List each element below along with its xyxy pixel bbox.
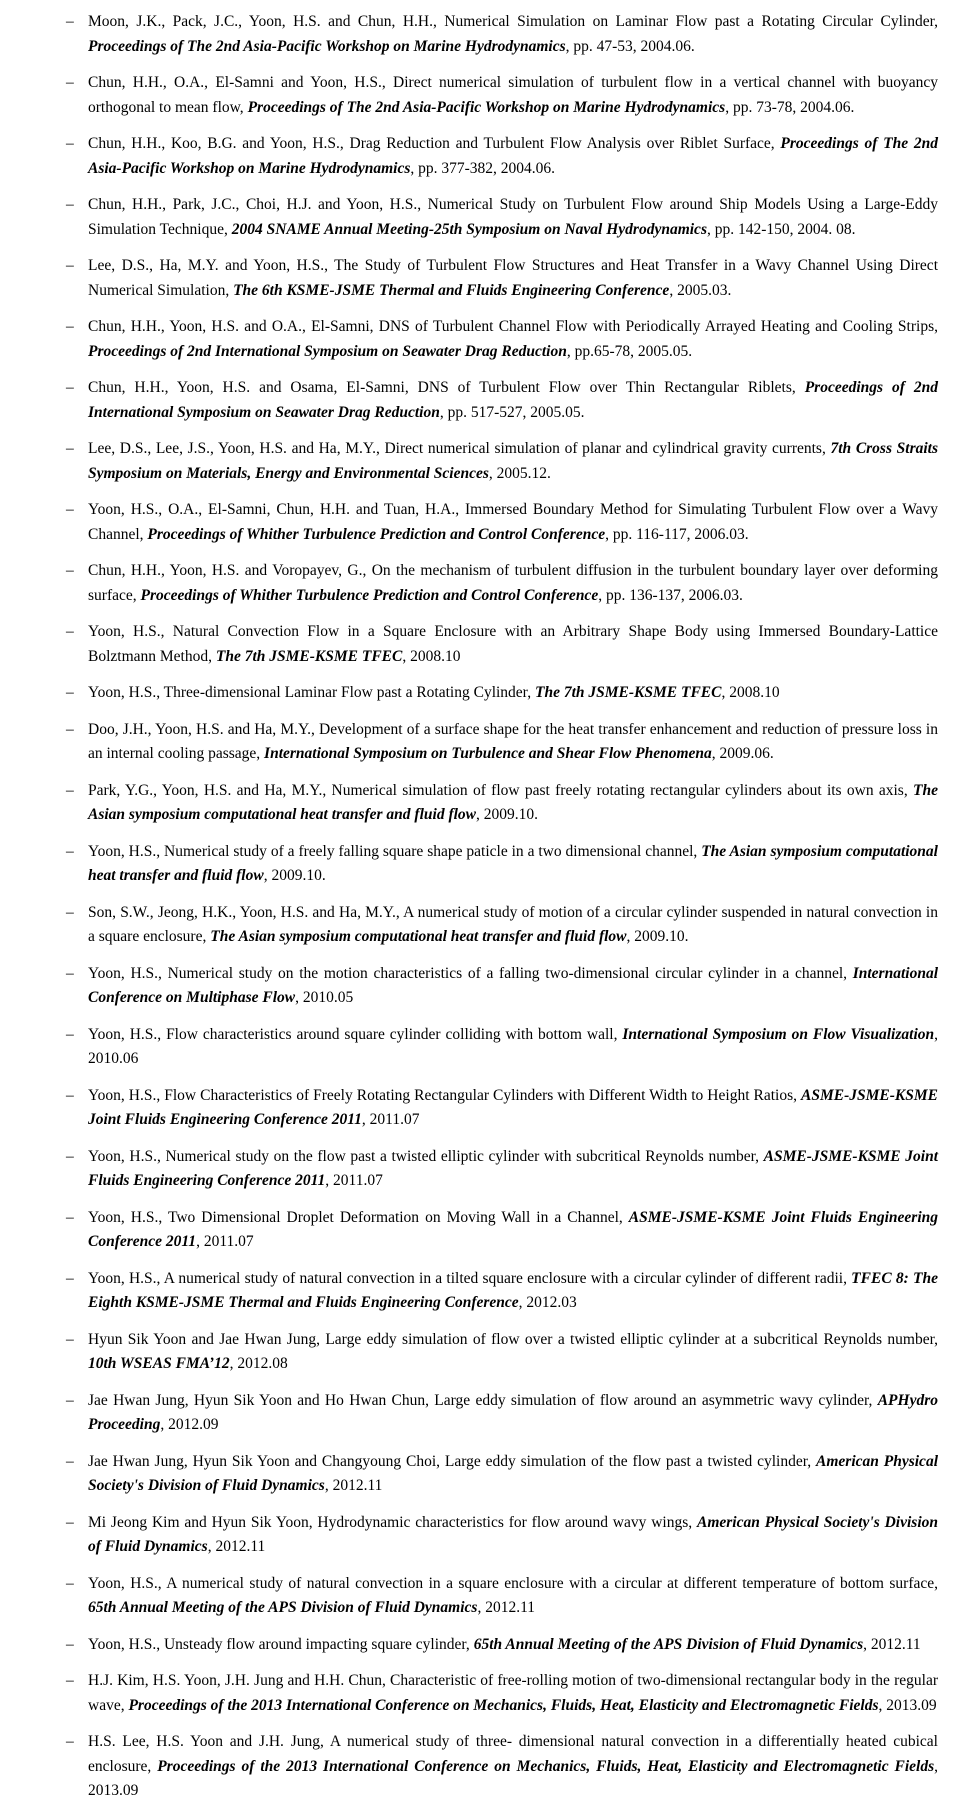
citation-venue: The Asian symposium computational heat transfer and fluid flow [88, 842, 938, 884]
citation-authors-title: Yoon, H.S., A numerical study of natural convection in a square enclosure with a circular at different temperature of bottom surface, [88, 1574, 938, 1592]
citation-venue: International Symposium on Flow Visualization [622, 1025, 935, 1043]
citation-authors-title: Hyun Sik Yoon and Jae Hwan Jung, Large eddy simulation of flow over a twisted elliptic cylinder at a subcritical Reynolds number, [88, 1330, 938, 1348]
citation-pages-date: , 2005.03. [669, 281, 732, 299]
citation-authors-title: Yoon, H.S., Flow Characteristics of Freely Rotating Rectangular Cylinders with Different Width to Height Ratios, [88, 1086, 802, 1104]
citation-pages-date: , 2013.09 [88, 1757, 939, 1799]
dash-bullet-icon: – [66, 903, 74, 921]
dash-bullet-icon: – [66, 440, 74, 457]
publication-item [66, 1450, 938, 1499]
citation-venue: Proceedings of The 2nd Asia-Pacific Workshop on Marine Hydrodynamics [247, 98, 726, 116]
citation-pages-date: , 2011.07 [361, 1111, 420, 1128]
citation-pages-date: , 2009.06. [711, 745, 774, 762]
dash-bullet-icon: – [66, 13, 74, 30]
citation-authors-title: Park, Y.G., Yoon, H.S. and Ha, M.Y., Numerical simulation of flow past freely rotating rectangular cylinders about its own axis, [88, 781, 914, 799]
publication-item [66, 71, 938, 120]
publication-item [66, 1572, 938, 1621]
citation-pages-date: , pp. 116-117, 2006.03. [605, 525, 749, 543]
citation-authors-title: H.J. Kim, H.S. Yoon, J.H. Jung and H.H. Chun, Characteristic of free-rolling motion of two-dimensional rectangular body in the regular wave, [88, 1672, 938, 1714]
publication-item [66, 559, 938, 608]
citation-venue: 65th Annual Meeting of the APS Division of Fluid Dynamics [88, 1599, 478, 1616]
dash-bullet-icon: – [66, 74, 74, 91]
citation-authors-title: Yoon, H.S., Three-dimensional Laminar Flow past a Rotating Cylinder, [88, 684, 535, 701]
citation-venue: Proceedings of the 2013 International Conference on Mechanics, Fluids, Heat, Elasticity and Electromagnetic Fields [128, 1696, 879, 1714]
citation-pages-date: , pp. 73-78, 2004.06. [725, 98, 855, 116]
publication-item [66, 1669, 938, 1718]
dash-bullet-icon: – [66, 964, 74, 982]
citation-pages-date: , 2012.11 [477, 1599, 535, 1616]
citation-venue: ASME-JSME-KSME Joint Fluids Engineering Conference 2011 [88, 1208, 938, 1250]
citation-venue: The Asian symposium computational heat transfer and fluid flow [88, 781, 938, 823]
publication-item [66, 1730, 939, 1804]
citation-authors-title: Chun, H.H., Yoon, H.S. and Voropayev, G., On the mechanism of turbulent diffusion in the turbulent boundary layer over deforming surface, [88, 562, 938, 604]
citation-authors-title: Yoon, H.S., Numerical study on the flow past a twisted elliptic cylinder with subcritical Reynolds number, [88, 1147, 764, 1165]
citation-venue: APHydro Proceeding [88, 1391, 938, 1433]
publication-item [66, 718, 938, 767]
citation-authors-title: Son, S.W., Jeong, H.K., Yoon, H.S. and Ha, M.Y., A numerical study of motion of a circular cylinder suspended in natural convection in a square enclosure, [88, 903, 938, 945]
dash-bullet-icon: – [66, 135, 74, 152]
dash-bullet-icon: – [66, 318, 74, 335]
publication-item [66, 840, 938, 889]
citation-pages-date: , pp. 517-527, 2005.05. [439, 403, 585, 421]
publication-item [66, 193, 938, 242]
citation-pages-date: , 2012.09 [160, 1416, 219, 1433]
dash-bullet-icon: – [66, 1513, 74, 1531]
dash-bullet-icon: – [66, 720, 74, 738]
dash-bullet-icon: – [66, 1391, 74, 1409]
citation-pages-date: , pp.65-78, 2005.05. [566, 342, 693, 360]
citation-venue: Proceedings of The 2nd Asia-Pacific Workshop on Marine Hydrodynamics [88, 37, 566, 55]
publication-item [66, 132, 938, 181]
dash-bullet-icon: – [66, 1147, 74, 1165]
dash-bullet-icon: – [66, 1635, 74, 1653]
citation-authors-title: Jae Hwan Jung, Hyun Sik Yoon and Changyoung Choi, Large eddy simulation of the flow past a twisted cylinder, [88, 1452, 817, 1470]
citation-venue: 7th Cross Straits Symposium on Materials, Energy and Environmental Sciences [88, 440, 939, 482]
citation-authors-title: Yoon, H.S., Numerical study on the motion characteristics of a falling two-dimensional circular cylinder in a channel, [88, 964, 853, 982]
dash-bullet-icon: – [66, 1025, 74, 1043]
citation-authors-title: Yoon, H.S., Two Dimensional Droplet Deformation on Moving Wall in a Channel, [88, 1208, 629, 1226]
citation-pages-date: , pp. 47-53, 2004.06. [565, 37, 695, 55]
citation-pages-date: , 2009.10. [476, 806, 538, 823]
citation-authors-title: Yoon, H.S., Natural Convection Flow in a Square Enclosure with an Arbitrary Shape Body using Immersed Boundary-Lattice Bolztmann Method, [88, 623, 938, 665]
citation-authors-title: Chun, H.H., O.A., El-Samni and Yoon, H.S., Direct numerical simulation of turbulent flow in a vertical channel with buoyancy orthogonal to mean flow, [88, 74, 938, 116]
dash-bullet-icon: – [66, 1269, 74, 1287]
publication-item [66, 10, 938, 59]
dash-bullet-icon: – [66, 1208, 74, 1226]
citation-venue: Proceedings of Whither Turbulence Prediction and Control Conference [140, 586, 599, 604]
publication-item [66, 779, 938, 828]
citation-pages-date: , 2012.08 [229, 1355, 288, 1372]
dash-bullet-icon: – [66, 623, 74, 640]
citation-pages-date: , 2012.11 [324, 1477, 383, 1494]
citation-pages-date: , pp. 136-137, 2006.03. [598, 586, 743, 604]
publication-item [66, 315, 938, 364]
dash-bullet-icon: – [66, 1733, 74, 1750]
publication-item [66, 498, 938, 547]
citation-venue: American Physical Society's Division of Fluid Dynamics [88, 1513, 939, 1555]
citation-authors-title: Lee, D.S., Ha, M.Y. and Yoon, H.S., The Study of Turbulent Flow Structures and Heat Transfer in a Wavy Channel Using Direct Numerical Simulation, [88, 257, 938, 299]
citation-pages-date: , 2010.06 [88, 1025, 938, 1067]
citation-venue: The 6th KSME-JSME Thermal and Fluids Engineering Conference [233, 281, 670, 299]
publication-item [66, 681, 938, 706]
dash-bullet-icon: – [66, 684, 74, 701]
citation-venue: Proceedings of Whither Turbulence Prediction and Control Conference [147, 525, 606, 543]
citation-authors-title: Chun, H.H., Park, J.C., Choi, H.J. and Yoon, H.S., Numerical Study on Turbulent Flow around Ship Models Using a Large-Eddy Simulation Technique, [88, 196, 938, 238]
publication-item [66, 1084, 938, 1133]
dash-bullet-icon: – [66, 196, 74, 213]
citation-pages-date: , 2011.07 [325, 1172, 383, 1189]
citation-venue: 2004 SNAME Annual Meeting-25th Symposium on Naval Hydrodynamics [231, 220, 707, 238]
citation-venue: TFEC 8: The Eighth KSME-JSME Thermal and Fluids Engineering Conference [88, 1269, 938, 1311]
citation-venue: International Symposium on Turbulence and Shear Flow Phenomena [264, 745, 712, 762]
citation-pages-date: , 2012.03 [518, 1294, 577, 1311]
dash-bullet-icon: – [66, 257, 74, 274]
citation-venue: Proceedings of 2nd International Symposium on Seawater Drag Reduction [88, 379, 938, 421]
citation-authors-title: Chun, H.H., Yoon, H.S. and Osama, El-Samni, DNS of Turbulent Flow over Thin Rectangular Riblets, [88, 379, 805, 396]
citation-authors-title: Yoon, H.S., Flow characteristics around square cylinder colliding with bottom wall, [88, 1025, 623, 1043]
citation-authors-title: Mi Jeong Kim and Hyun Sik Yoon, Hydrodynamic characteristics for flow around wavy wings, [88, 1513, 697, 1531]
dash-bullet-icon: – [66, 501, 74, 518]
citation-pages-date: , 2013.09 [878, 1696, 937, 1714]
citation-pages-date: , 2009.10. [263, 867, 326, 884]
citation-venue: ASME-JSME-KSME Joint Fluids Engineering Conference 2011 [88, 1147, 938, 1189]
citation-pages-date: , 2010.05 [295, 989, 354, 1006]
dash-bullet-icon: – [66, 842, 74, 860]
citation-pages-date: , 2012.11 [863, 1635, 921, 1653]
citation-pages-date: , 2009.10. [626, 928, 689, 945]
publication-item [66, 376, 938, 425]
publication-item [66, 1023, 938, 1072]
citation-authors-title: Lee, D.S., Lee, J.S., Yoon, H.S. and Ha, M.Y., Direct numerical simulation of planar and cylindrical gravity currents, [88, 440, 831, 457]
citation-venue: American Physical Society's Division of Fluid Dynamics [88, 1452, 938, 1494]
dash-bullet-icon: – [66, 1086, 74, 1104]
dash-bullet-icon: – [66, 1672, 74, 1689]
citation-venue: International Conference on Multiphase Flow [88, 964, 938, 1006]
citation-authors-title: Yoon, H.S., O.A., El-Samni, Chun, H.H. and Tuan, H.A., Immersed Boundary Method for Simulating Turbulent Flow over a Wavy Channel, [88, 501, 938, 543]
publication-item [66, 901, 938, 950]
citation-authors-title: Chun, H.H., Koo, B.G. and Yoon, H.S., Drag Reduction and Turbulent Flow Analysis over Riblet Surface, [88, 135, 781, 152]
citation-authors-title: Chun, H.H., Yoon, H.S. and O.A., El-Samni, DNS of Turbulent Channel Flow with Periodically Arrayed Heating and Cooling Strips, [88, 318, 938, 335]
citation-venue: Proceedings of The 2nd Asia-Pacific Workshop on Marine Hydrodynamics [88, 135, 938, 177]
dash-bullet-icon: – [66, 1330, 74, 1348]
citation-venue: Proceedings of 2nd International Symposium on Seawater Drag Reduction [88, 342, 567, 360]
publication-item [66, 437, 939, 486]
citation-venue: The Asian symposium computational heat transfer and fluid flow [210, 928, 627, 945]
citation-pages-date: , 2008.10 [721, 684, 780, 701]
citation-venue: Proceedings of the 2013 International Conference on Mechanics, Fluids, Heat, Elasticity and Electromagnetic Fields [157, 1757, 935, 1775]
citation-authors-title: Moon, J.K., Pack, J.C., Yoon, H.S. and Chun, H.H., Numerical Simulation on Laminar Flow past a Rotating Circular Cylinder, [88, 13, 938, 30]
citation-venue: ASME-JSME-KSME Joint Fluids Engineering Conference 2011 [88, 1086, 938, 1128]
citation-venue: The 7th JSME-KSME TFEC [215, 647, 403, 665]
publication-item [66, 1389, 938, 1438]
citation-authors-title: Yoon, H.S., Numerical study of a freely falling square shape paticle in a two dimensional channel, [88, 842, 702, 860]
citation-pages-date: , 2012.11 [207, 1538, 266, 1555]
citation-authors-title: Jae Hwan Jung, Hyun Sik Yoon and Ho Hwan Chun, Large eddy simulation of flow around an asymmetric wavy cylinder, [88, 1391, 878, 1409]
citation-authors-title: Yoon, H.S., Unsteady flow around impacting square cylinder, [88, 1635, 474, 1653]
publication-item [66, 1511, 939, 1560]
dash-bullet-icon: – [66, 1452, 74, 1470]
citation-authors-title: H.S. Lee, H.S. Yoon and J.H. Jung, A numerical study of three- dimensional natural convection in a differentially heated cubical enclosure, [88, 1733, 938, 1775]
publication-item [66, 620, 938, 669]
citation-pages-date: , 2005.12. [488, 464, 551, 482]
publication-item [66, 962, 938, 1011]
publication-item [66, 1145, 938, 1194]
publication-item [66, 1633, 938, 1658]
citation-pages-date: , 2011.07 [196, 1233, 254, 1250]
citation-pages-date: , 2008.10 [402, 647, 461, 665]
dash-bullet-icon: – [66, 379, 74, 396]
citation-authors-title: Yoon, H.S., A numerical study of natural convection in a tilted square enclosure with a circular cylinder of different radii, [88, 1269, 852, 1287]
citation-pages-date: , pp. 142-150, 2004. 08. [706, 220, 856, 238]
citation-venue: 65th Annual Meeting of the APS Division of Fluid Dynamics [473, 1635, 864, 1653]
dash-bullet-icon: – [66, 781, 74, 799]
dash-bullet-icon: – [66, 562, 74, 579]
dash-bullet-icon: – [66, 1574, 74, 1592]
citation-authors-title: Doo, J.H., Yoon, H.S. and Ha, M.Y., Development of a surface shape for the heat transfer enhancement and reduction of pressure loss in an internal cooling passage, [88, 720, 938, 762]
publication-item [66, 1206, 938, 1255]
publication-item [66, 254, 938, 303]
citation-pages-date: , pp. 377-382, 2004.06. [410, 159, 556, 177]
publication-item [66, 1267, 938, 1316]
citation-venue: The 7th JSME-KSME TFEC [534, 684, 722, 701]
publication-item [66, 1328, 938, 1377]
citation-venue: 10th WSEAS FMA’12 [88, 1355, 230, 1372]
